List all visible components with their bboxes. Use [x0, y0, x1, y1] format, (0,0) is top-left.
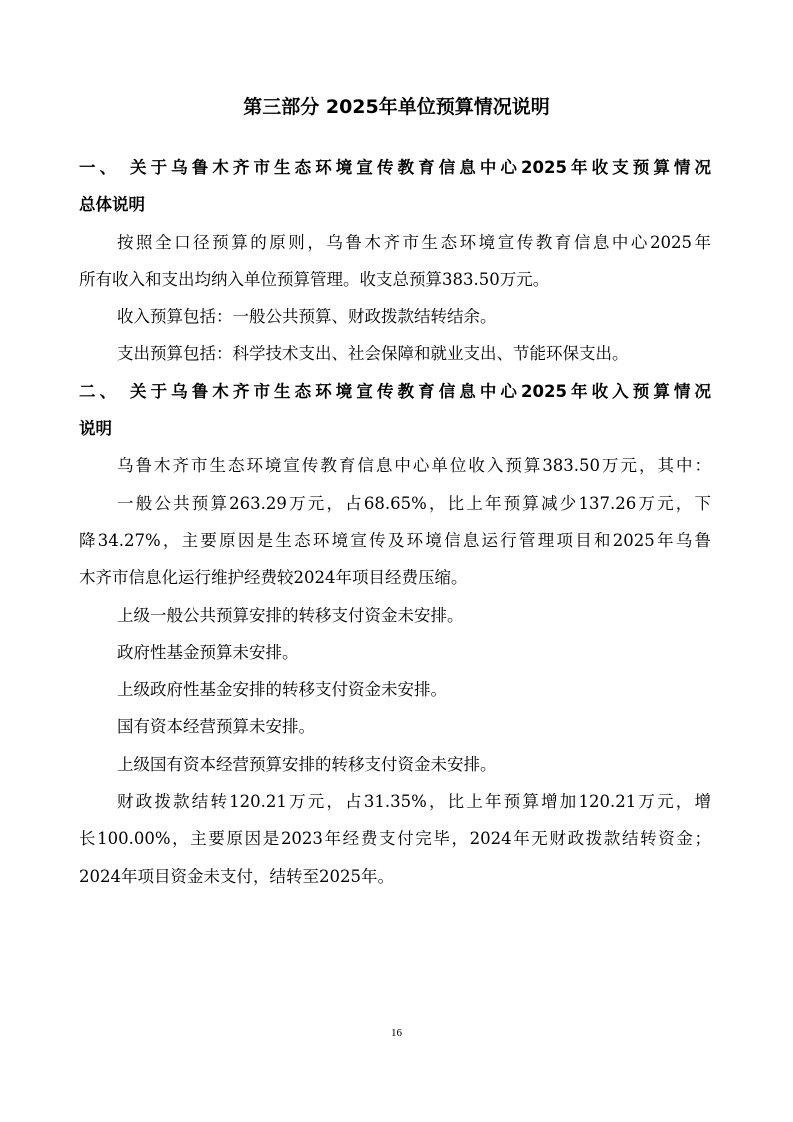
paragraph-line: 长100.00%，主要原因是2023年经费支付完毕，2024年无财政拨款结转资金；: [79, 829, 711, 849]
paragraph-line: 财政拨款结转120.21万元，占31.35%，比上年预算增加120.21万元，增: [117, 792, 711, 812]
paragraph-line: 收入预算包括：一般公共预算、财政拨款结转结余。: [117, 307, 497, 327]
paragraph-line: 所有收入和支出均纳入单位预算管理。收支总预算383.50万元。: [79, 269, 550, 289]
paragraph-line: 上级一般公共预算安排的转移支付资金未安排。: [117, 605, 464, 625]
paragraph-line: 政府性基金预算未安排。: [117, 642, 299, 662]
section-heading-1: 一、 关于乌鲁木齐市生态环境宣传教育信息中心2025年收支预算情况: [79, 158, 711, 177]
paragraph-line: 上级政府性基金安排的转移支付资金未安排。: [117, 680, 447, 700]
paragraph-line: 2024年项目资金未支付，结转至2025年。: [79, 866, 394, 886]
section-heading-2: 二、 关于乌鲁木齐市生态环境宣传教育信息中心2025年收入预算情况: [79, 381, 711, 401]
paragraph-line: 支出预算包括：科学技术支出、社会保障和就业支出、节能环保支出。: [117, 344, 629, 364]
paragraph-line: 一般公共预算263.29万元，占68.65%，比上年预算减少137.26万元，下: [117, 493, 711, 513]
section-heading-2-cont: 说明: [79, 419, 112, 439]
paragraph-line: 上级国有资本经营预算安排的转移支付资金未安排。: [117, 754, 497, 774]
section-heading-1-cont: 总体说明: [79, 195, 145, 215]
page-number: 16: [391, 1027, 402, 1039]
paragraph-line: 乌鲁木齐市生态环境宣传教育信息中心单位收入预算383.50万元，其中：: [117, 456, 711, 476]
paragraph-line: 木齐市信息化运行维护经费较2024年项目经费压缩。: [79, 568, 468, 588]
paragraph-line: 按照全口径预算的原则，乌鲁木齐市生态环境宣传教育信息中心2025年: [117, 232, 711, 252]
page-title: 第三部分 2025年单位预算情况说明: [243, 96, 550, 118]
paragraph-line: 降34.27%，主要原因是生态环境宣传及环境信息运行管理项目和2025年乌鲁: [79, 530, 711, 550]
document-body: [79, 149, 711, 895]
paragraph-line: 国有资本经营预算未安排。: [117, 717, 315, 737]
